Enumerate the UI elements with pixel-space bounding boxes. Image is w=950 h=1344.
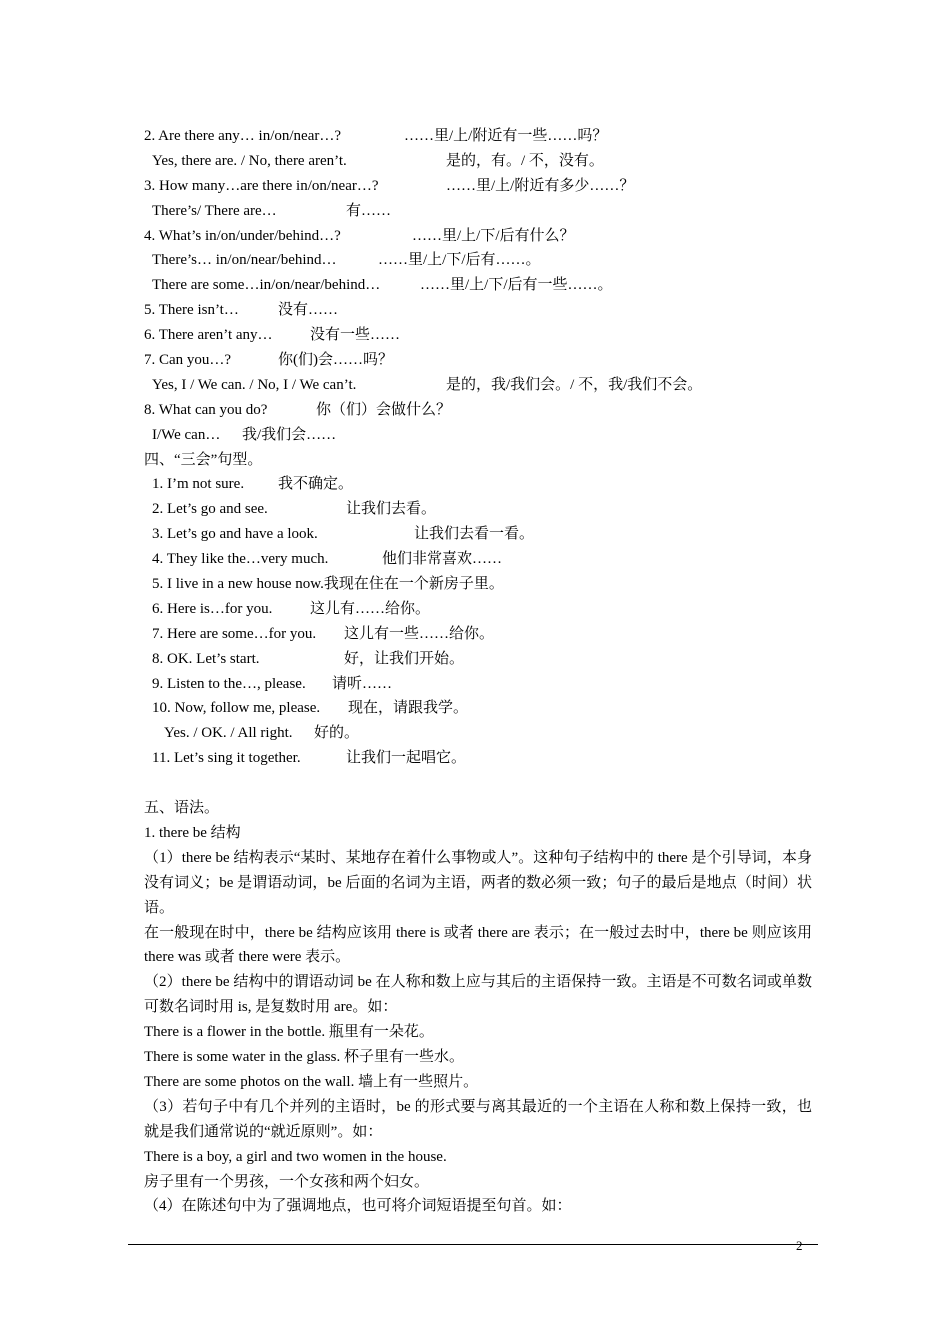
text-line <box>144 224 812 249</box>
text-line <box>144 348 812 373</box>
text-line <box>144 672 812 697</box>
english-phrase: Yes, I / We can. / No, I / We can’t. <box>152 376 357 393</box>
text-line <box>144 647 812 672</box>
english-phrase: 10. Now, follow me, please. <box>152 700 321 717</box>
example-sentence: There are some photos on the wall. 墙上有一些照片。 <box>144 1073 479 1090</box>
english-phrase: 3. How many…are there in/on/near…? <box>144 177 379 194</box>
chinese-translation: 这儿有……给你。 <box>310 600 431 617</box>
chinese-translation: 我/我们会…… <box>242 426 337 443</box>
chinese-translation: 我现在住在一个新房子里。 <box>323 576 504 593</box>
chinese-translation: 好，让我们开始。 <box>344 650 465 667</box>
chinese-translation: 好的。 <box>314 725 360 742</box>
chinese-translation: 请听…… <box>332 675 393 692</box>
english-phrase: 2. Are there any… in/on/near…? <box>144 128 342 144</box>
page-number: 2 <box>796 1238 803 1253</box>
english-phrase: I/We can… <box>152 426 221 443</box>
english-phrase: 7. Can you…? <box>144 352 232 369</box>
english-phrase: 5. There isn’t… <box>144 302 239 319</box>
english-phrase: 5. I live in a new house now. <box>152 576 324 593</box>
english-phrase: 8. OK. Let’s start. <box>152 650 260 667</box>
text-line <box>144 149 812 174</box>
text-line <box>144 721 812 746</box>
english-phrase: 7. Here are some…for you. <box>152 625 317 642</box>
grammar-paragraph: 在一般现在时中，there be 结构应该用 there is 或者 there are 表示；在一般过去时中，there be 则应该用 there was 或者 there were 表示。 <box>144 924 812 966</box>
section-heading: 五、语法。 <box>144 800 220 817</box>
english-phrase: 3. Let’s go and have a look. <box>152 526 318 543</box>
subsection-heading: 1. there be 结构 <box>144 824 241 841</box>
section-heading-text: 四、“三会”句型。 <box>144 451 263 468</box>
text-line <box>144 746 812 771</box>
chinese-translation: 有…… <box>346 202 392 219</box>
english-phrase: 6. There aren’t any… <box>144 327 273 344</box>
chinese-translation: 你（们）会做什么？ <box>316 401 452 418</box>
chinese-translation: 让我们去看一看。 <box>414 526 535 543</box>
chinese-translation: 没有一些…… <box>310 327 401 344</box>
grammar-paragraph: （3）若句子中有几个并列的主语时，be 的形式要与离其最近的一个主语在人称和数上保持一致，也就是我们通常说的“就近原则”。如： <box>144 1098 812 1140</box>
text-line <box>144 323 812 348</box>
english-phrase: 6. Here is…for you. <box>152 600 273 617</box>
blank-line <box>144 771 812 796</box>
grammar-paragraph: （2）there be 结构中的谓语动词 be 在人称和数上应与其后的主语保持一致。主语是不可数名词或单数可数名词时用 is, 是复数时用 are。如： <box>144 974 812 1016</box>
text-line <box>144 696 812 721</box>
text-line <box>144 398 812 423</box>
chinese-translation: 让我们一起唱它。 <box>346 750 467 767</box>
example-translation: 房子里有一个男孩，一个女孩和两个妇女。 <box>144 1173 430 1190</box>
text-line <box>144 124 812 149</box>
chinese-translation: 我不确定。 <box>278 476 354 493</box>
english-phrase: 2. Let’s go and see. <box>152 501 268 518</box>
chinese-translation: 他们非常喜欢…… <box>382 551 503 568</box>
english-phrase: Yes, there are. / No, there aren’t. <box>152 152 347 169</box>
chinese-translation: 现在，请跟我学。 <box>348 700 469 717</box>
text-line <box>144 199 812 224</box>
grammar-paragraph: （4）在陈述句中为了强调地点，也可将介词短语提至句首。如： <box>144 1198 572 1215</box>
text-line <box>144 174 812 199</box>
text-line <box>144 497 812 522</box>
chinese-translation: 这儿有一些……给你。 <box>344 625 495 642</box>
text-line <box>144 547 812 572</box>
example-sentence: There is some water in the glass. 杯子里有一些水。 <box>144 1049 464 1066</box>
text-line <box>144 423 812 448</box>
footer-rule <box>128 1244 818 1245</box>
text-line <box>144 597 812 622</box>
chinese-translation: 是的，我/我们会。/ 不，我/我们不会。 <box>446 376 703 393</box>
text-line <box>144 298 812 323</box>
english-phrase: 4. They like the…very much. <box>152 551 329 568</box>
english-phrase: 4. What’s in/on/under/behind…? <box>144 227 341 244</box>
english-phrase: 1. I’m not sure. <box>152 476 245 493</box>
text-line <box>144 373 812 398</box>
text-line <box>144 622 812 647</box>
text-line <box>144 572 812 597</box>
english-phrase: 11. Let’s sing it together. <box>152 750 301 767</box>
chinese-translation: ……里/上/附近有多少……？ <box>446 177 635 194</box>
section-heading <box>144 448 812 473</box>
text-line <box>144 472 812 497</box>
chinese-translation: 没有…… <box>278 302 339 319</box>
english-phrase: 9. Listen to the…, please. <box>152 675 306 692</box>
chinese-translation: ……里/上/下/后有……。 <box>378 252 541 269</box>
english-phrase: 8. What can you do? <box>144 401 268 418</box>
english-phrase: There’s/ There are… <box>152 202 277 219</box>
text-line <box>144 273 812 298</box>
english-phrase: There are some…in/on/near/behind… <box>152 277 381 294</box>
text-line <box>144 248 812 273</box>
chinese-translation: ……里/上/下/后有什么？ <box>412 227 575 244</box>
chinese-translation: 是的，有。/ 不，没有。 <box>446 152 604 169</box>
chinese-translation: 让我们去看。 <box>346 501 437 518</box>
english-phrase: Yes. / OK. / All right. <box>164 725 293 742</box>
text-line <box>144 522 812 547</box>
example-sentence: There is a boy, a girl and two women in the house. <box>144 1148 447 1165</box>
page-content <box>144 124 812 1219</box>
english-phrase: There’s… in/on/near/behind… <box>152 252 337 269</box>
chinese-translation: ……里/上/附近有一些……吗？ <box>404 128 608 144</box>
grammar-paragraph: （1）there be 结构表示“某时、某地存在着什么事物或人”。这种句子结构中的 there 是个引导词，本身没有词义；be 是谓语动词，be 后面的名词为主语，两者的数必须一致；句子的最后是地点（时间）状语。 <box>144 849 812 916</box>
example-sentence: There is a flower in the bottle. 瓶里有一朵花。 <box>144 1024 434 1041</box>
chinese-translation: ……里/上/下/后有一些……。 <box>420 277 613 294</box>
chinese-translation: 你(们)会……吗？ <box>278 352 393 369</box>
